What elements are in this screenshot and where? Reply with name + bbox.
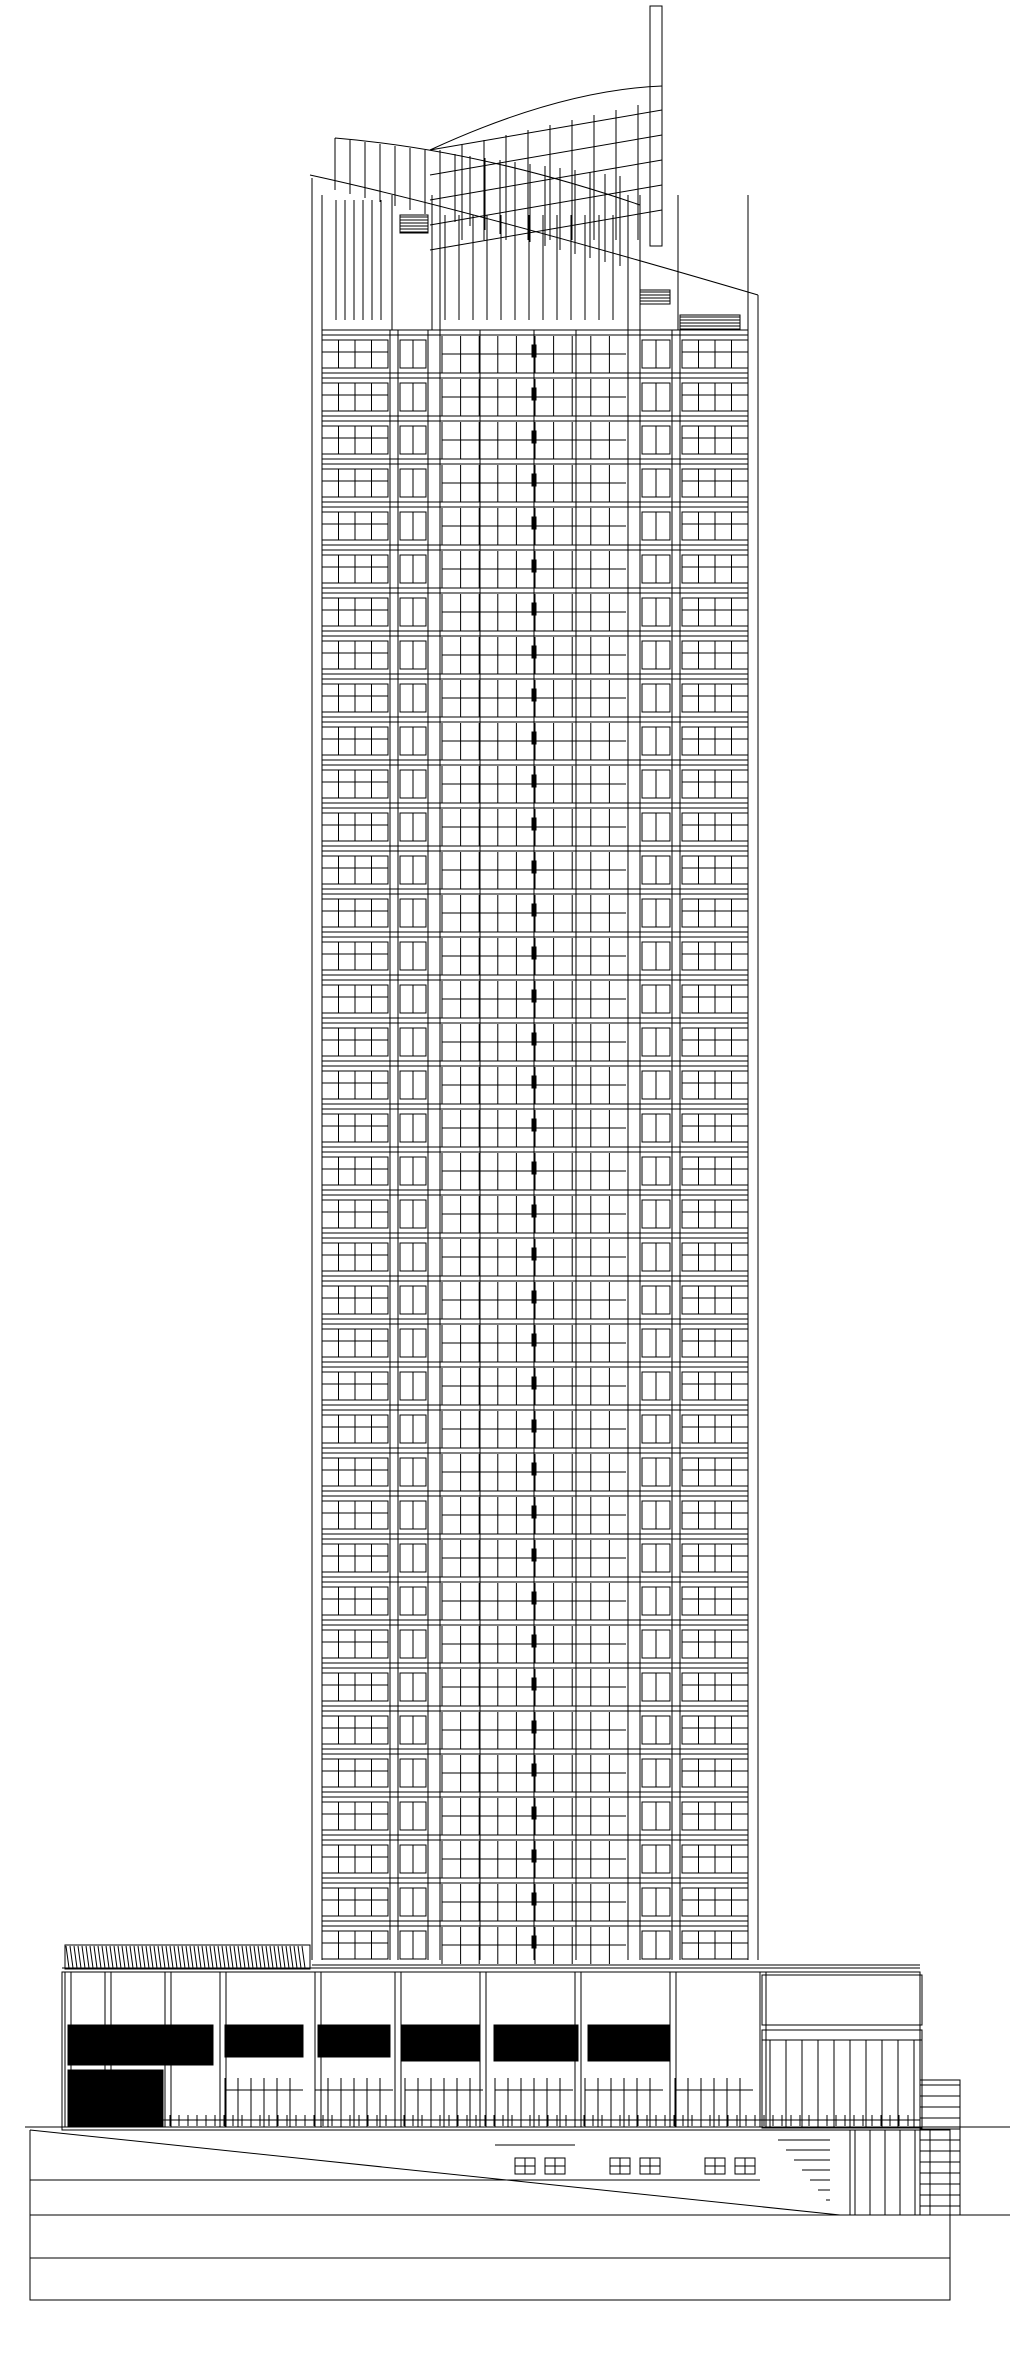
podium-dark-band [225,2025,303,2057]
podium-dark-band [68,2025,213,2065]
spine-accent [532,646,536,658]
spine-accent [532,1033,536,1045]
hatch-line [282,1946,285,1968]
spine-accent [532,818,536,830]
crown-transom [430,110,662,150]
podium-dark-entrance [68,2070,163,2126]
hatch-line [230,1946,233,1968]
crown-curve-back [430,86,662,150]
hatch-line [206,1946,209,1968]
hatch-line [134,1946,137,1968]
spine-accent [532,689,536,701]
hatch-line [298,1946,301,1968]
spine-accent [532,560,536,572]
spine-accent [532,1549,536,1561]
crown-transom [430,210,662,250]
spine-accent [532,1936,536,1948]
hatch-line [214,1946,217,1968]
spine-accent [532,1248,536,1260]
hatch-line [178,1946,181,1968]
podium-column [395,1972,401,2127]
podium-dark-band [588,2025,670,2061]
hatch-line [218,1946,221,1968]
spine-accent [532,1205,536,1217]
hatch-line [194,1946,197,1968]
hatch-line [78,1946,81,1968]
hatch-line [210,1946,213,1968]
spine-accent [532,861,536,873]
hatch-line [170,1946,173,1968]
spine-accent [532,388,536,400]
hatch-line [278,1946,281,1968]
hatch-line [138,1946,141,1968]
hatch-line [142,1946,145,1968]
spine-accent [532,1463,536,1475]
spine-accent [532,1334,536,1346]
crown-transom [430,135,662,175]
hatch-line [270,1946,273,1968]
hatch-line [302,1946,305,1968]
hatch-line [254,1946,257,1968]
hatch-line [294,1946,297,1968]
spine-accent [532,431,536,443]
spine-accent [532,1807,536,1819]
hatch-line [238,1946,241,1968]
spine-accent [532,1420,536,1432]
facade-detail-group [62,105,960,2215]
podium-dark-band [402,2025,480,2061]
podium-right-canopy [762,1975,922,2025]
hatch-line [182,1946,185,1968]
spine-accent [532,474,536,486]
crown-roof-curve [310,175,758,295]
spine-accent [532,1721,536,1733]
spine-accent [532,1291,536,1303]
spine-accent [532,1162,536,1174]
hatch-line [246,1946,249,1968]
hatch-line [286,1946,289,1968]
hatch-line [122,1946,125,1968]
spine-accent [532,1678,536,1690]
hatch-line [242,1946,245,1968]
spine-accent [532,947,536,959]
base-lines [25,6,1010,2300]
spine-accent [532,1076,536,1088]
hatch-line [94,1946,97,1968]
hatch-line [74,1946,77,1968]
hatch-line [110,1946,113,1968]
spine-accent [532,1850,536,1862]
hatch-line [102,1946,105,1968]
hatch-line [162,1946,165,1968]
spine-accent [532,603,536,615]
spine-accent [532,904,536,916]
hatch-line [266,1946,269,1968]
hatch-line [130,1946,133,1968]
spine-accent [532,990,536,1002]
hatch-line [126,1946,129,1968]
hatch-line [114,1946,117,1968]
podium-column [480,1972,486,2127]
hatch-line [222,1946,225,1968]
hatch-line [158,1946,161,1968]
spine-accent [532,1506,536,1518]
crown-transom [430,160,662,200]
hatch-line [198,1946,201,1968]
hatch-line [186,1946,189,1968]
hatch-line [86,1946,89,1968]
right-canopy-band [762,2030,922,2040]
spine-accent [532,1635,536,1647]
hatch-line [66,1946,69,1968]
roof-louver [400,215,428,233]
site-slope-line [30,2130,1010,2215]
spine-accent [532,1764,536,1776]
hatch-line [98,1946,101,1968]
spine-accent [532,1119,536,1131]
hatch-line [250,1946,253,1968]
spine-accent [532,1377,536,1389]
hatch-line [166,1946,169,1968]
hatch-line [234,1946,237,1968]
spine-accent [532,775,536,787]
podium-dark-band [494,2025,578,2061]
hatch-line [290,1946,293,1968]
hatch-line [90,1946,93,1968]
spine-accent [532,1893,536,1905]
podium-dark-band [318,2025,390,2057]
spine-accent [532,732,536,744]
hatch-line [106,1946,109,1968]
hatch-line [202,1946,205,1968]
spine-accent [532,517,536,529]
hatch-line [274,1946,277,1968]
hatch-line [226,1946,229,1968]
hatch-line [82,1946,85,1968]
hatch-line [174,1946,177,1968]
hatch-line [118,1946,121,1968]
hatch-line [146,1946,149,1968]
hatch-line [70,1946,73,1968]
spine-accent [532,345,536,357]
hatch-line [150,1946,153,1968]
spine-accent [532,1592,536,1604]
hatch-line [154,1946,157,1968]
hatch-line [190,1946,193,1968]
crown-transom [430,185,662,225]
hatch-line [258,1946,261,1968]
podium-column [760,1972,766,2127]
hatch-line [262,1946,265,1968]
